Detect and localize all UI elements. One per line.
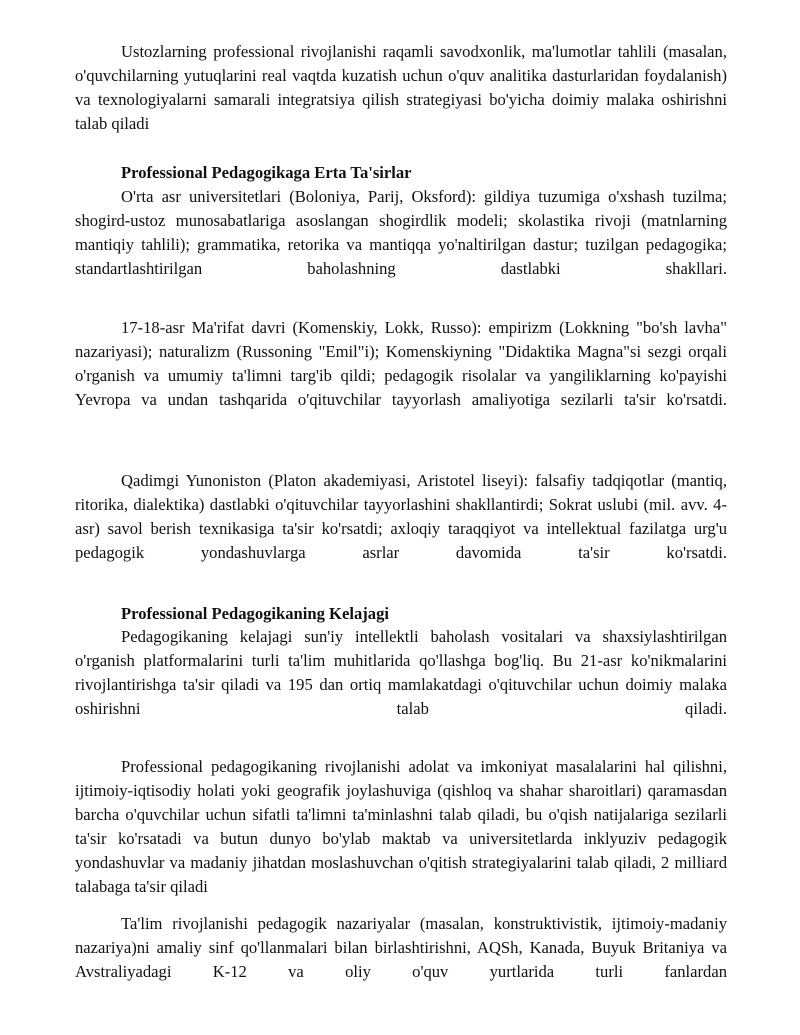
- paragraph-medieval-universities: O'rta asr universitetlari (Boloniya, Parij, Oksford): gildiya tuzumiga o'xshash tuzilma; shogird-ustoz munosabatlariga asoslangan shogirdlik modeli; skolastika rivoji (matnlarning mantiqiy tahlili); grammatika, retorika va mantiqqa yo'naltirilgan dastur; tuzilgan pedagogika; standartlashtirilgan baholashning dastlabki shakllari.: [75, 187, 727, 278]
- heading-future: Professional Pedagogikaning Kelajagi: [121, 604, 389, 623]
- paragraph-ancient-greece: Qadimgi Yunoniston (Platon akademiyasi, Aristotel liseyi): falsafiy tadqiqotlar (mantiq, ritorika, dialektika) dastlabki o'qituvchilar tayyorlashini shakllantirdi; Sokrat uslubi (mil. avv. 4-asr) savol berish texnikasiga ta'sir ko'rsatdi; axloqiy taraqqiyot va intellektual fazilatga urg'u pedagogik yondashuvlarga asrlar davomida ta'sir ko'rsatdi.: [75, 471, 727, 562]
- paragraph-future-pedagogy: Pedagogikaning kelajagi sun'iy intellektli baholash vositalari va shaxsiylashtirilgan o'rganish platformalarini turli ta'lim muhitlarida qo'llashga bog'liq. Bu 21-asr ko'nikmalarini rivojlantirishga ta'sir qiladi va 195 dan ortiq mamlakatdagi o'qituvchilar uchun doimiy malaka oshirishni talab qiladi.: [75, 627, 727, 718]
- paragraph-teacher-development: Ustozlarning professional rivojlanishi raqamli savodxonlik, ma'lumotlar tahlili (masalan, o'quvchilarning yutuqlarini real vaqtda kuzatish uchun o'quv analitika dasturlaridan foydalanish) va texnologiyalarni samarali integratsiya qilish strategiyasi bo'yicha doimiy malaka oshirishni talab qiladi: [75, 42, 727, 133]
- heading-early-influences: Professional Pedagogikaga Erta Ta'sirlar: [121, 163, 412, 182]
- paragraph-equity: Professional pedagogikaning rivojlanishi adolat va imkoniyat masalalarini hal qilishni, ijtimoiy-iqtisodiy holati yoki geografik joylashuviga (qishloq va shahar sharoitlari) qaramasdan barcha o'quvchilar uchun sifatli ta'limni ta'minlashni talab qiladi, bu o'qish natijalariga sezilarli ta'sir ko'rsatadi va butun dunyo bo'ylab maktab va universitetlarda inklyuziv pedagogik yondashuvlar va madaniy jihatdan moslashuvchan o'qitish strategiyalarini talab qiladi, 2 milliard talabaga ta'sir qiladi: [75, 757, 727, 896]
- paragraph-education-development: Ta'lim rivojlanishi pedagogik nazariyalar (masalan, konstruktivistik, ijtimoiy-madaniy nazariya)ni amaliy sinf qo'llanmalari bilan birlashtirishni, AQSh, Kanada, Buyuk Britaniya va Avstraliyadagi K-12 va oliy o'quv yurtlarida turli fanlardan: [75, 914, 727, 981]
- paragraph-enlightenment: 17-18-asr Ma'rifat davri (Komenskiy, Lokk, Russo): empirizm (Lokkning "bo'sh lavha" nazariyasi); naturalizm (Russoning "Emil"i); Komenskiyning "Didaktika Magna"si sezgi orqali o'rganish va umumiy ta'limni targ'ib qildi; pedagogik risolalar va yangiliklarning ko'payishi Yevropa va undan tashqarida o'qituvchilar tayyorlash amaliyotiga sezilarli ta'sir ko'rsatdi.: [75, 318, 727, 409]
